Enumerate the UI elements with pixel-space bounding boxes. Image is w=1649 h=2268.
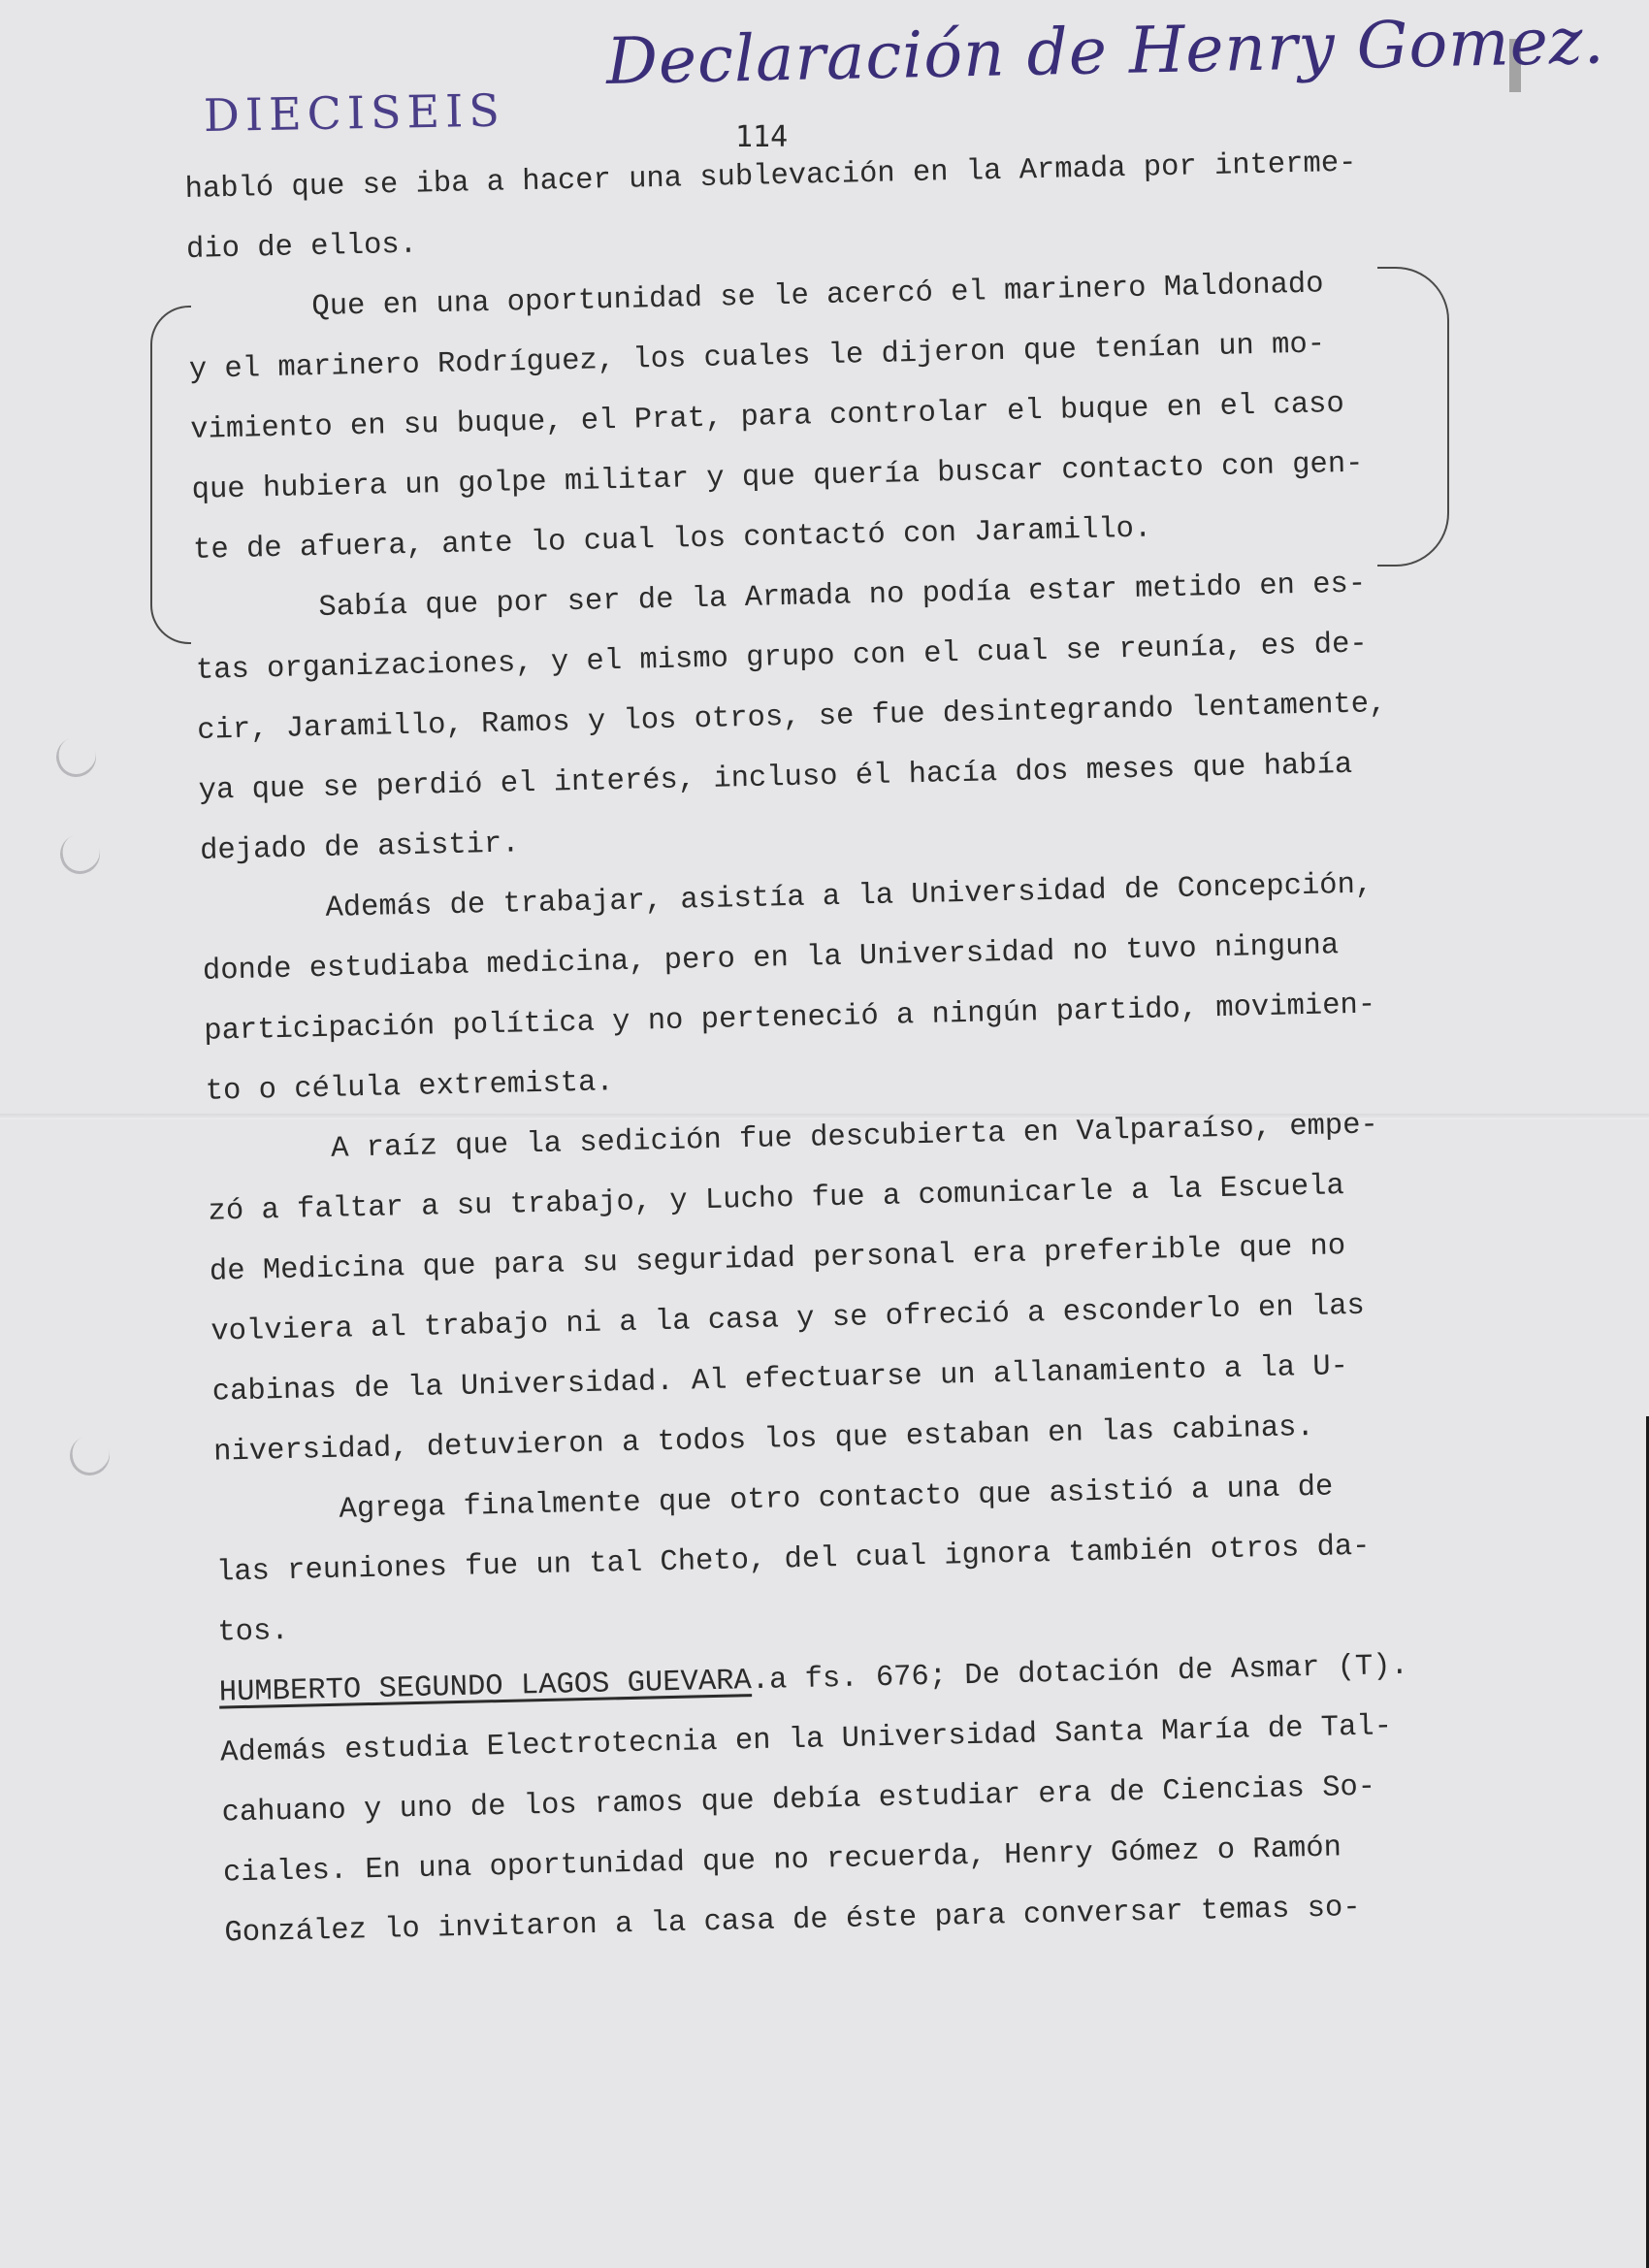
text-line: participación política y no perteneció a ningún partido, movimien- (204, 988, 1376, 1049)
punch-hole (64, 1430, 115, 1481)
witness-name-heading: HUMBERTO SEGUNDO LAGOS GUEVARA (218, 1665, 753, 1710)
text-line: cahuano y uno de los ramos que debía estudiar era de Ciencias So- (221, 1770, 1376, 1831)
text-line: Además estudia Electrotecnia en la Universidad Santa María de Tal- (219, 1710, 1393, 1770)
page-number: 114 (735, 120, 789, 154)
text-line: volviera al trabajo ni a la casa y se ofreció a esconderlo en las (210, 1289, 1366, 1349)
text-line: zó a faltar a su trabajo, y Lucho fue a comunicarle a la Escuela (208, 1170, 1345, 1229)
text-line: vimiento en su buque, el Prat, para controlar el buque en el caso (189, 387, 1345, 447)
margin-bracket-left (150, 306, 191, 644)
text-line: cir, Jaramillo, Ramos y los otros, se fue desintegrando lentamente, (196, 688, 1387, 748)
text-line: te de afuera, ante lo cual los contactó con Jaramillo. (192, 512, 1152, 567)
text-line: Que en una oportunidad se le acercó el marinero Maldonado (311, 268, 1324, 325)
text-line: Agrega finalmente que otro contacto que asistió a una de (339, 1471, 1334, 1527)
text-line: Sabía que por ser de la Armada no podía estar metido en es- (318, 567, 1367, 625)
text-line: tos. (217, 1614, 290, 1650)
handwritten-corner-note: DIECISEIS (203, 83, 506, 142)
text-line: A raíz que la sedición fue descubierta en Valparaíso, empe- (330, 1109, 1379, 1166)
text-line: niversidad, detuvieron a todos los que estaban en las cabinas. (212, 1410, 1315, 1470)
text-line: to o célula extremista. (205, 1066, 615, 1109)
punch-hole (50, 731, 102, 783)
text-line: que hubiera un golpe militar y que quería buscar contacto con gen- (191, 447, 1364, 507)
text-line: Además de trabajar, asistía a la Universidad de Concepción, (325, 868, 1374, 925)
text-line: cabinas de la Universidad. Al efectuarse un allanamiento a la U- (211, 1350, 1349, 1409)
text-line: tas organizaciones, y el mismo grupo con el cual se reunía, es de- (195, 628, 1369, 688)
text-line: donde estudiaba medicina, pero en la Universidad no tuvo ninguna (202, 929, 1340, 988)
handwritten-title: Declaración de Henry Gomez. (605, 3, 1606, 99)
typed-body-text (184, 131, 1515, 1964)
text-line: las reuniones fue un tal Cheto, del cual ignora también otros da- (215, 1530, 1371, 1590)
punch-hole (54, 828, 106, 880)
text-line: dio de ellos. (185, 228, 418, 267)
text-line: y el marinero Rodríguez, los cuales le dijeron que tenían un mo- (188, 328, 1326, 387)
text-line: ya que se perdió el interés, incluso él hacía dos meses que había (198, 748, 1353, 808)
text-line: dejado de asistir. (199, 827, 520, 868)
text-line: de Medicina que para su seguridad personal era preferible que no (209, 1230, 1346, 1289)
text-line: ciales. En una oportunidad que no recuerda, Henry Gómez o Ramón (222, 1831, 1342, 1891)
text-line: González lo invitaron a la casa de éste para conversar temas so- (224, 1891, 1361, 1951)
folio-reference: .a fs. 676; De dotación de Asmar (T). (751, 1649, 1409, 1699)
text-line: habló que se iba a hacer una sublevación en la Armada por interme- (184, 146, 1357, 207)
